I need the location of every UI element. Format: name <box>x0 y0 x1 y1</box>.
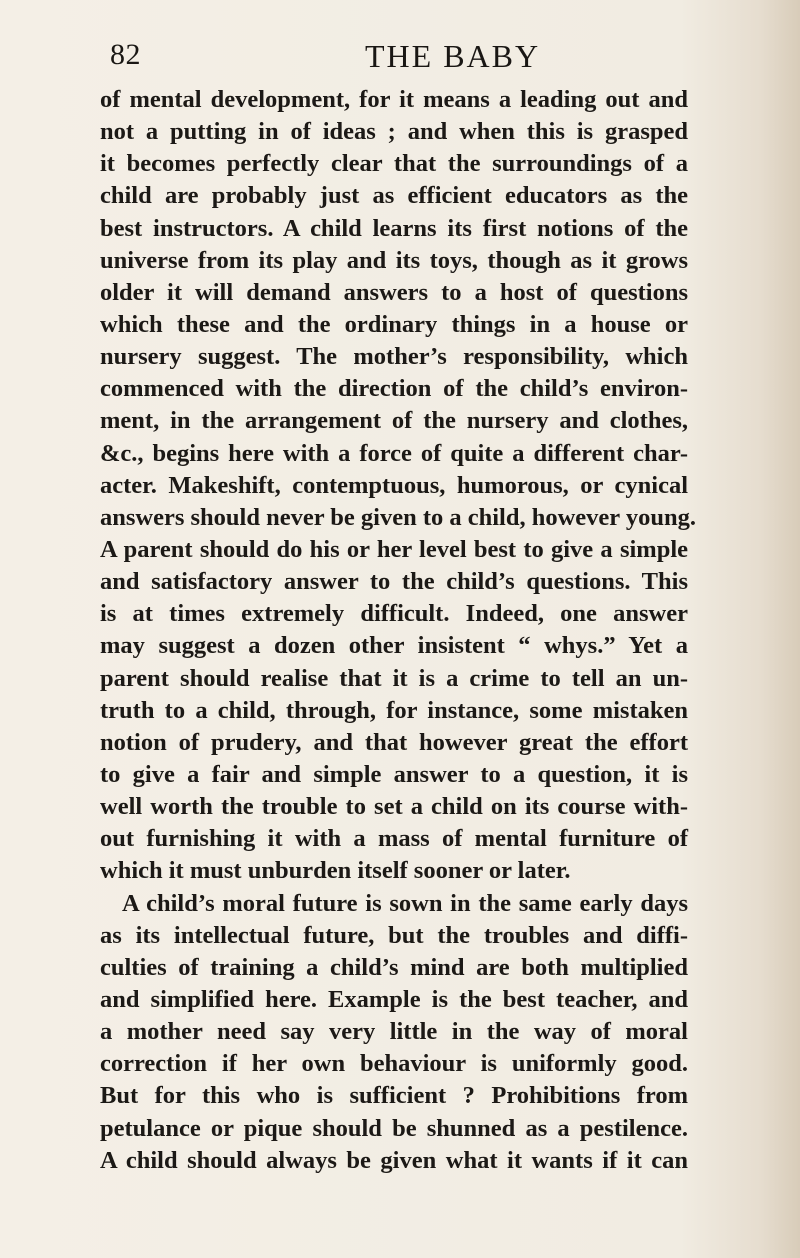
text-line: a mother need say very little in the way of moral <box>100 1018 688 1046</box>
text-line: which these and the ordinary things in a house or <box>100 310 688 338</box>
text-line: A parent should do his or her level best to give a simple <box>100 535 688 563</box>
text-line: correction if her own behaviour is uniformly good. <box>100 1050 688 1078</box>
page-header <box>110 38 680 84</box>
paragraph-start-line: A child’s moral future is sown in the same early days <box>122 889 688 917</box>
text-line: and simplified here. Example is the best teacher, and <box>100 985 688 1013</box>
text-line: truth to a child, through, for instance, some mistaken <box>100 696 688 724</box>
text-line: is at times extremely difficult. Indeed, one answer <box>100 600 688 628</box>
text-line: of mental development, for it means a leading out and <box>100 86 688 113</box>
running-title: THE BABY <box>365 38 541 74</box>
body-text <box>100 84 696 1177</box>
text-line: as its intellectual future, but the troubles and diffi- <box>100 921 688 949</box>
text-line: A child should always be given what it wants if it can <box>100 1146 688 1174</box>
text-line: notion of prudery, and that however great the effort <box>100 728 688 756</box>
text-line: out furnishing it with a mass of mental furniture of <box>100 825 688 853</box>
text-line: ment, in the arrangement of the nursery and clothes, <box>100 407 688 435</box>
text-line: commenced with the direction of the child’s environ- <box>100 375 688 403</box>
text-line: well worth the trouble to set a child on its course with- <box>100 793 688 821</box>
paragraph-end-line: which it must unburden itself sooner or later. <box>100 857 571 885</box>
text-line: it becomes perfectly clear that the surroundings of a <box>100 150 688 178</box>
text-line: But for this who is sufficient ? Prohibitions from <box>100 1082 688 1110</box>
text-line: universe from its play and its toys, though as it grows <box>100 246 688 274</box>
text-line: not a putting in of ideas ; and when this is grasped <box>100 118 688 146</box>
text-line: culties of training a child’s mind are both multiplied <box>100 953 688 981</box>
text-line: &c., begins here with a force of quite a different char- <box>100 439 688 467</box>
text-line: acter. Makeshift, contemptuous, humorous, or cynical <box>100 471 688 499</box>
text-line: may suggest a dozen other insistent “ whys.” Yet a <box>100 632 688 660</box>
text-line: older it will demand answers to a host of questions <box>100 278 688 306</box>
text-line: and satisfactory answer to the child’s questions. This <box>100 568 688 596</box>
text-line: petulance or pique should be shunned as a pestilence. <box>100 1114 688 1142</box>
text-line: answers should never be given to a child, however young. <box>100 503 696 531</box>
page-number: 82 <box>110 38 141 71</box>
text-line: parent should realise that it is a crime to tell an un- <box>100 664 688 692</box>
text-line: best instructors. A child learns its first notions of the <box>100 214 688 242</box>
text-line: to give a fair and simple answer to a question, it is <box>100 760 688 788</box>
text-line: nursery suggest. The mother’s responsibility, which <box>100 343 688 371</box>
text-line: child are probably just as efficient educators as the <box>100 182 688 210</box>
